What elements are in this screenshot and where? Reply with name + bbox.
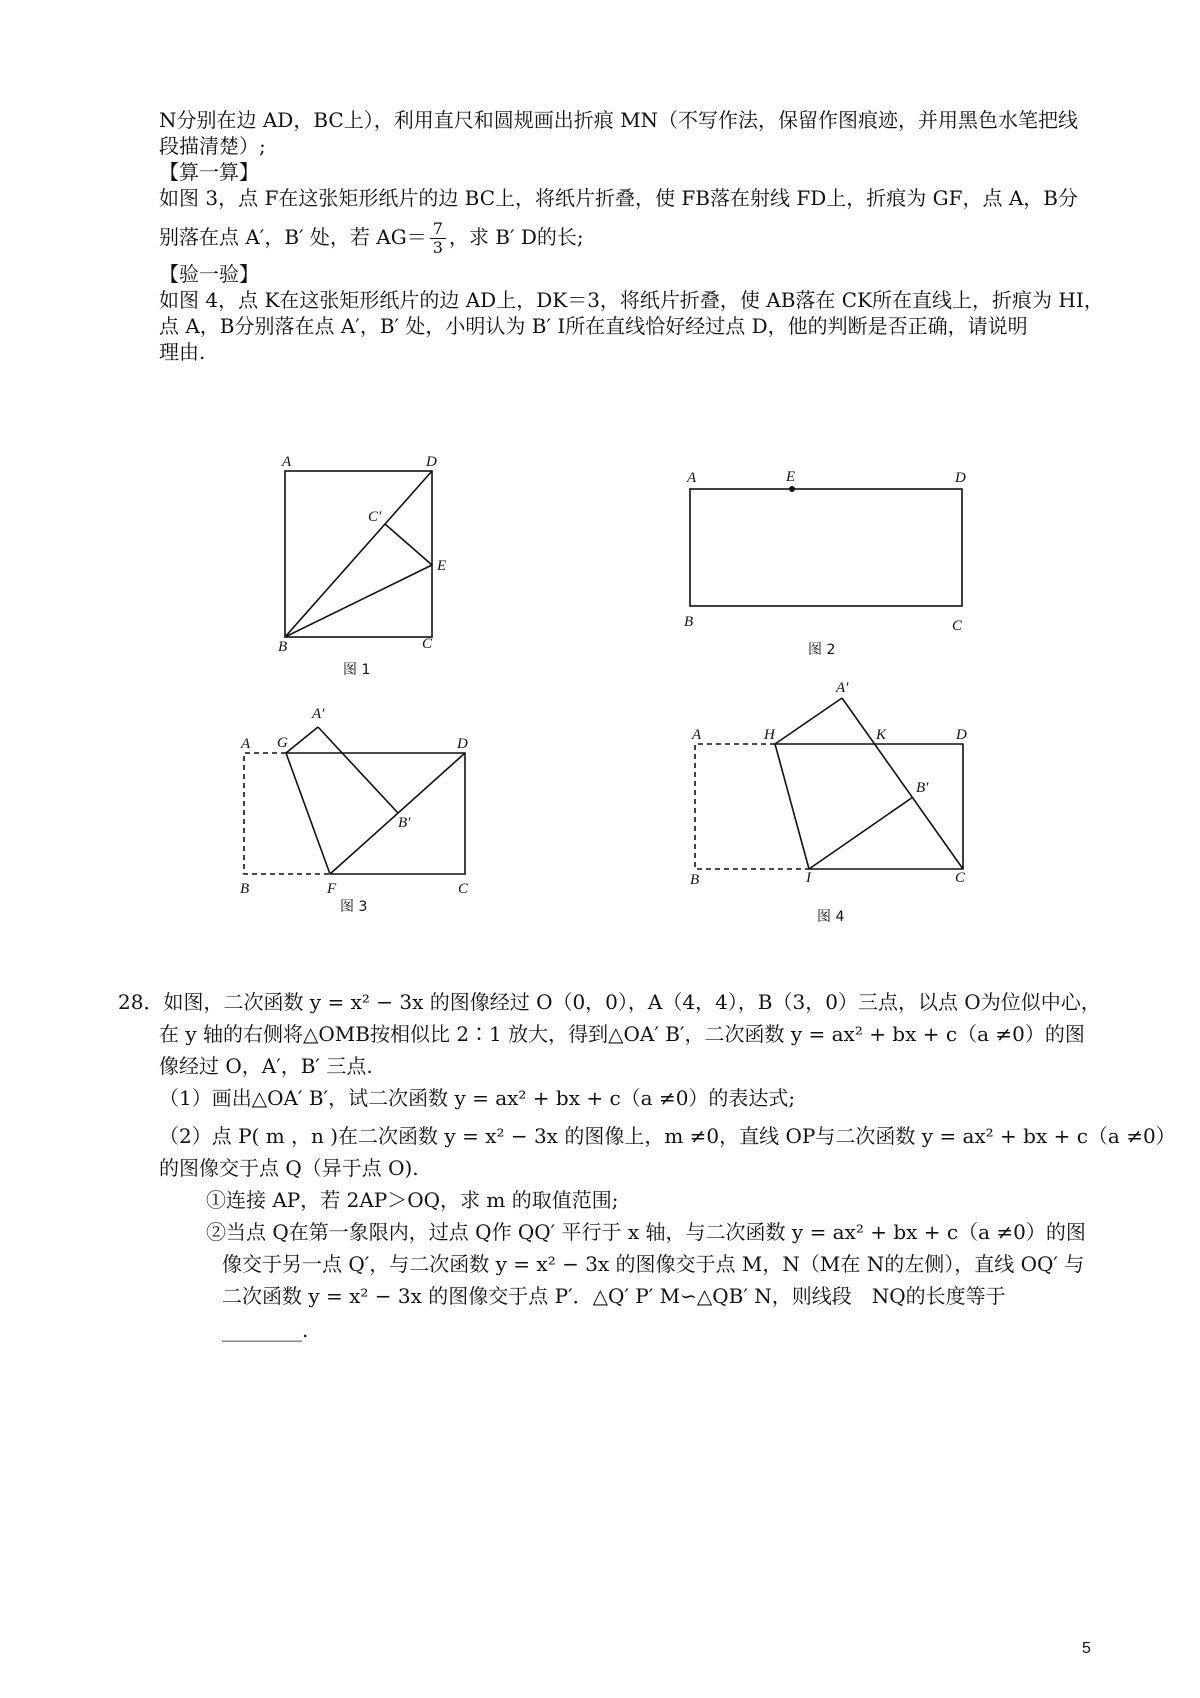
fig1-label-c1: C′: [368, 509, 382, 525]
figure-1: [285, 471, 432, 637]
fig3-line-a1b1: [318, 727, 398, 813]
fig1-diagonal-bd: [285, 471, 432, 637]
fig1-label-e: E: [437, 558, 447, 574]
fig4-caption: 图 4: [817, 909, 845, 925]
fig1-line-c1e: [385, 524, 432, 565]
text-fragment: 别落在点 A′，B′ 处，若 AG＝: [159, 225, 427, 249]
text-line: 点 A，B分别落在点 A′，B′ 处，小明认为 B′ I所在直线恰好经过点 D，他的判断是否正确，请说明: [159, 314, 1028, 338]
question-28-line: 在 y 轴的右侧将△OMB按相似比 2∶1 放大，得到△OA′ B′，二次函数 y = ax² + bx + c（a ≠0）的图: [159, 1022, 1085, 1046]
fig1-label-b: B: [278, 639, 288, 655]
fig4-line-ha1: [775, 698, 842, 744]
fig1-label-c: C: [422, 636, 433, 652]
answer-blank: ________.: [222, 1318, 309, 1342]
fig2-point-e: [789, 486, 795, 492]
fig4-label-b1: B′: [916, 780, 929, 796]
fig1-line-be: [285, 565, 432, 637]
fig3-label-b: B: [240, 881, 250, 897]
question-28-part-1: （1）画出△OA′ B′，试二次函数 y = ax² + bx + c（a ≠0）的表达式;: [159, 1086, 796, 1110]
fig3-label-g: G: [277, 735, 288, 751]
fig4-label-d: D: [956, 727, 967, 743]
text-line: N分别在边 AD，BC上），利用直尺和圆规画出折痕 MN（不写作法，保留作图痕迹，并用黑色水笔把线: [159, 108, 1079, 132]
fig1-label-a: A: [282, 454, 292, 470]
fig4-label-b: B: [690, 872, 700, 888]
fig2-label-d: D: [955, 470, 966, 486]
question-28-line: 像交于另一点 Q′，与二次函数 y = x² − 3x 的图像交于点 M，N（M在 N的左侧），直线 OQ′ 与: [222, 1252, 1085, 1276]
fig3-line-ga1: [286, 727, 318, 753]
fig3-label-c: C: [458, 881, 469, 897]
question-28-line: 二次函数 y = x² − 3x 的图像交于点 P′．△Q′ P′ M∽△QB′ N，则线段 NQ的长度等于: [222, 1284, 1006, 1308]
fig4-label-a: A: [692, 727, 702, 743]
fig3-rect-gdcf: [286, 753, 465, 874]
page-number: 5: [1082, 1640, 1091, 1657]
section-heading-yan: 【验一验】: [159, 262, 259, 286]
text-line: 理由.: [159, 340, 206, 364]
fig4-label-k: K: [876, 727, 887, 743]
fig1-label-d: D: [426, 454, 437, 470]
fig4-label-a1: A′: [836, 680, 849, 696]
fig3-dashed-abf: [244, 753, 330, 874]
question-28-line: 28．如图，二次函数 y = x² − 3x 的图像经过 O（0，0），A（4，4），B（3，0）三点，以点 O为位似中心，: [118, 990, 1101, 1014]
fig3-label-a1: A′: [312, 706, 325, 722]
fraction-numerator: 7: [430, 220, 446, 239]
fig3-crease-gf: [286, 753, 330, 874]
fig3-label-d: D: [457, 736, 468, 752]
fig1-caption: 图 1: [343, 662, 371, 678]
fig3-line-fd: [330, 753, 465, 874]
text-line: 段描清楚）;: [159, 134, 266, 158]
question-28-sub-1: ①连接 AP，若 2AP＞OQ，求 m 的取值范围;: [206, 1188, 619, 1212]
fig4-label-c: C: [955, 870, 966, 886]
fig2-caption: 图 2: [808, 642, 836, 658]
question-28-line: 的图像交于点 Q（异于点 O).: [159, 1156, 419, 1180]
fraction-denominator: 3: [432, 238, 443, 257]
fig2-label-c: C: [952, 618, 963, 634]
fig4-line-ib1: [809, 797, 913, 869]
fig4-label-i: I: [806, 870, 811, 886]
question-28-part-2: （2）点 P( m ，n )在二次函数 y = x² − 3x 的图像上，m ≠0，直线 OP与二次函数 y = ax² + bx + c（a ≠0）: [159, 1124, 1176, 1148]
fig3-label-b1: B′: [398, 815, 411, 831]
fig2-label-b: B: [684, 614, 694, 630]
fig3-label-f: F: [327, 881, 337, 897]
section-heading-suan: 【算一算】: [159, 160, 259, 184]
question-28-sub-2: ②当点 Q在第一象限内，过点 Q作 QQ′ 平行于 x 轴，与二次函数 y = ax² + bx + c（a ≠0）的图: [206, 1220, 1086, 1244]
fig2-label-e: E: [786, 469, 796, 485]
fig3-caption: 图 3: [340, 899, 368, 915]
fig4-crease-hi: [775, 744, 809, 869]
text-line: 如图 4，点 K在这张矩形纸片的边 AD上，DK＝3，将纸片折叠，使 AB落在 CK所在直线上，折痕为 HI，: [159, 288, 1104, 312]
text-fragment: ，求 B′ D的长;: [448, 225, 584, 249]
fig2-label-a: A: [687, 470, 697, 486]
question-28-line: 像经过 O，A′，B′ 三点.: [159, 1054, 373, 1078]
figure-2: [690, 489, 962, 606]
text-line: 如图 3，点 F在这张矩形纸片的边 BC上，将纸片折叠，使 FB落在射线 FD上，折痕为 GF，点 A，B分: [159, 186, 1078, 210]
fig4-line-a1c: [842, 698, 963, 869]
fig3-label-a: A: [241, 736, 251, 752]
fig2-rectangle: [690, 489, 962, 606]
fig4-label-h: H: [764, 727, 775, 743]
